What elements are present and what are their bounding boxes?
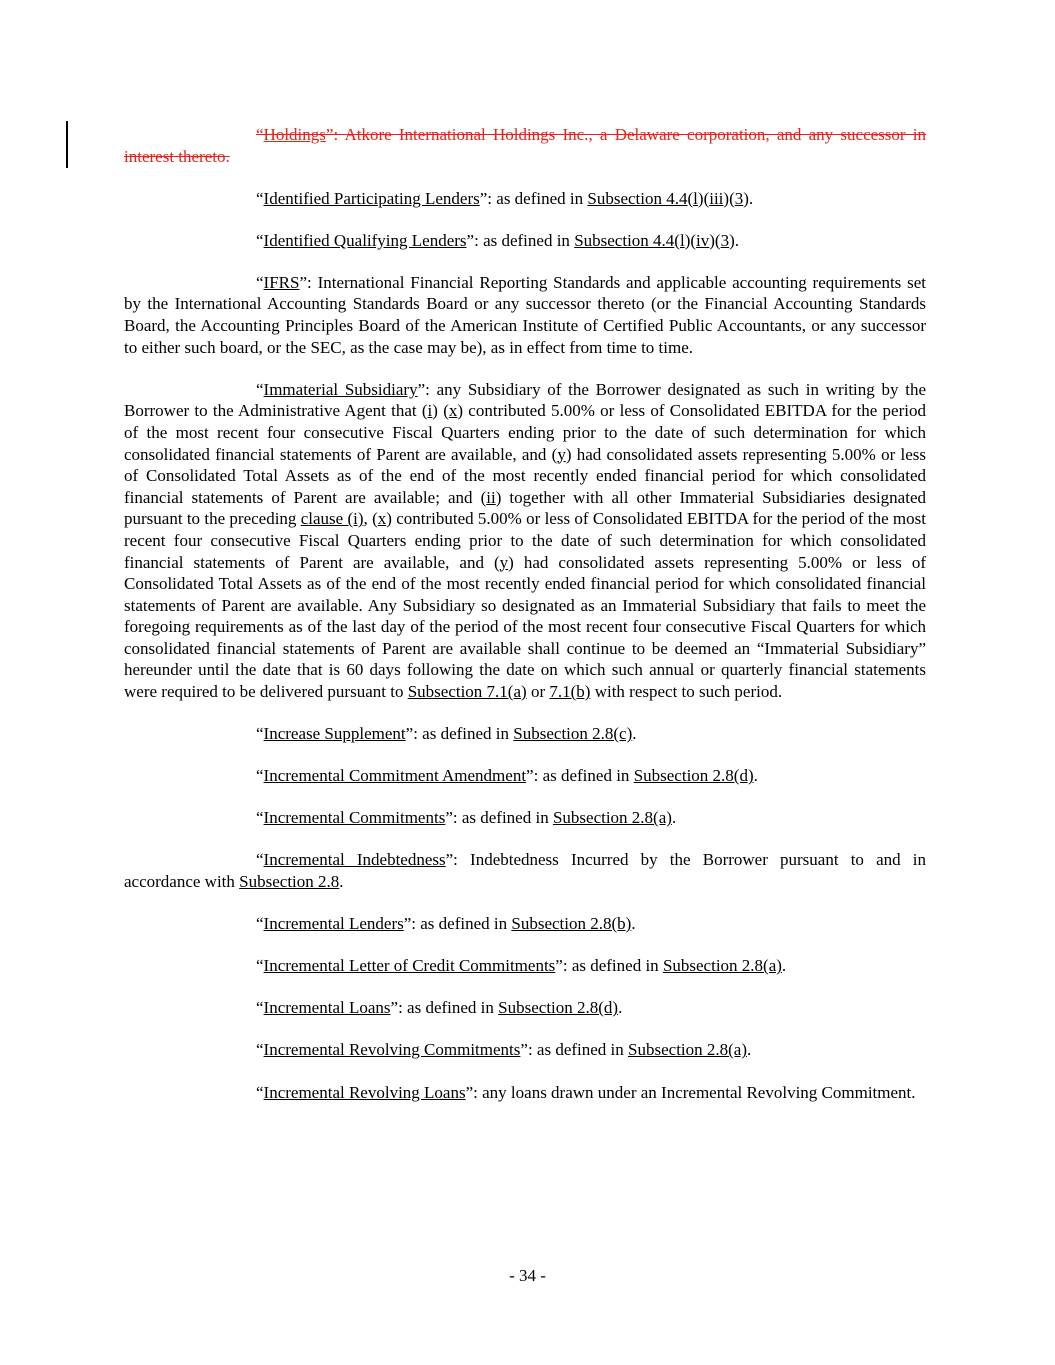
definition-ifrs: “IFRS”: International Financial Reporting Standards and applicable accounting requirements set by the International Accounting Standards Board or any successor thereto (or the Financial Accounting Standards Board, the Accounting Principles Board of the American Institute of Certified Public Accountants, or any successor to either such board, or the SEC, as the case may be), as in effect from time to time.	[124, 272, 926, 357]
cross-reference: Subsection 2.8(d)	[633, 766, 754, 786]
change-bar	[66, 121, 68, 168]
defined-term: IFRS	[263, 272, 300, 292]
page-number: - 34 -	[509, 1266, 546, 1285]
definition-incremental-loans: “Incremental Loans”: as defined in Subsection 2.8(d).	[256, 998, 623, 1018]
cross-reference: Subsection 4.4	[574, 230, 675, 250]
definition-incremental-revolving-loans: “Incremental Revolving Loans”: any loans drawn under an Incremental Revolving Commitment.	[256, 1082, 916, 1102]
definition-text: : International Financial Reporting Standards and applicable accounting requirements set by the International Accounting Standards Board or any successor thereto (or the Financial Accounting Standards Board, the Accounting Principles Board of the American Institute of Certified Public Accountants, or any successor to either such board, or the SEC, as the case may be), as in effect from time to time.	[124, 272, 926, 357]
defined-term: Incremental Indebtedness	[263, 850, 446, 870]
defined-term: Incremental Loans	[263, 998, 391, 1018]
cross-reference: Subsection 2.8	[239, 872, 340, 892]
defined-term: Holdings	[263, 125, 326, 144]
cross-reference: Subsection 2.8(d)	[498, 998, 619, 1018]
document-page	[124, 124, 926, 1103]
definition-identified-qualifying-lenders: “Identified Qualifying Lenders”: as defined in Subsection 4.4(l)(iv)(3).	[256, 230, 740, 250]
defined-term: Incremental Letter of Credit Commitments	[263, 956, 556, 976]
cross-reference: Subsection 2.8(c)	[513, 724, 633, 744]
definition-increase-supplement: “Increase Supplement”: as defined in Subsection 2.8(c).	[256, 724, 637, 744]
definition-text: : Atkore International Holdings Inc., a Delaware corporation, and any successor in interest thereto.	[124, 125, 926, 166]
defined-term: Incremental Revolving Commitments	[263, 1040, 521, 1060]
cross-reference: Subsection 2.8(b)	[511, 914, 632, 934]
cross-reference: Subsection 7.1(a)	[407, 682, 527, 702]
defined-term: Identified Qualifying Lenders	[263, 230, 467, 250]
cross-reference: Subsection 4.4	[587, 188, 688, 208]
definition-text: : any loans drawn under an Incremental Revolving Commitment.	[473, 1082, 916, 1102]
cross-reference: clause (i)	[300, 509, 364, 529]
defined-term: Incremental Lenders	[263, 914, 404, 934]
defined-term: Incremental Commitment Amendment	[263, 766, 527, 786]
definition-identified-participating-lenders: “Identified Participating Lenders”: as defined in Subsection 4.4(l)(iii)(3).	[256, 188, 754, 208]
cross-reference: Subsection 2.8(a)	[552, 808, 672, 828]
definition-incremental-commitment-amendment: “Incremental Commitment Amendment”: as defined in Subsection 2.8(d).	[256, 766, 758, 786]
cross-reference: 7.1(b)	[549, 682, 591, 702]
cross-reference: Subsection 2.8(a)	[662, 956, 782, 976]
definition-incremental-indebtedness: “Incremental Indebtedness”: Indebtedness Incurred by the Borrower pursuant to and in accordance with Subsection 2.8.	[124, 850, 926, 892]
cross-reference: Subsection 2.8(a)	[628, 1040, 748, 1060]
defined-term: Increase Supplement	[263, 724, 406, 744]
definition-incremental-lenders: “Incremental Lenders”: as defined in Subsection 2.8(b).	[256, 914, 636, 934]
definition-immaterial-subsidiary: “Immaterial Subsidiary”: any Subsidiary of the Borrower designated as such in writing by the Borrower to the Administrative Agent that (i) (x) contributed 5.00% or less of Consolidated EBITDA for the period of the most recent four consecutive Fiscal Quarters ending prior to the date of such determination for which consolidated financial statements of Parent are available, and (y) had consolidated assets representing 5.00% or less of Consolidated Total Assets as of the end of the most recently ended financial period for which consolidated financial statements of Parent are available; and (ii) together with all other Immaterial Subsidiaries designated pursuant to the preceding clause (i), (x) contributed 5.00% or less of Consolidated EBITDA for the period of the most recent four consecutive Fiscal Quarters ending prior to the date of such determination for which consolidated financial statements of Parent are available, and (y) had consolidated assets representing 5.00% or less of Consolidated Total Assets as of the end of the most recently ended financial period for which consolidated financial statements of Parent are available. Any Subsidiary so designated as an Immaterial Subsidiary that fails to meet the foregoing requirements as of the last day of the period of the most recent four consecutive Fiscal Quarters for which consolidated financial statements of Parent are available shall continue to be deemed an “Immaterial Subsidiary” hereunder until the date that is 60 days following the date on which such annual or quarterly financial statements were required to be delivered pursuant to Subsection 7.1(a) or 7.1(b) with respect to such period.	[124, 379, 926, 702]
definition-incremental-commitments: “Incremental Commitments”: as defined in Subsection 2.8(a).	[256, 808, 677, 828]
defined-term: Incremental Commitments	[263, 808, 446, 828]
defined-term: Immaterial Subsidiary	[263, 379, 418, 399]
definition-holdings-deleted: “Holdings”: Atkore International Holdings Inc., a Delaware corporation, and any successor in interest thereto.	[124, 125, 926, 166]
defined-term: Incremental Revolving Loans	[263, 1082, 466, 1102]
defined-term: Identified Participating Lenders	[263, 188, 480, 208]
definition-incremental-revolving-commitments: “Incremental Revolving Commitments”: as defined in Subsection 2.8(a).	[256, 1040, 752, 1060]
definition-incremental-lc-commitments: “Incremental Letter of Credit Commitments”: as defined in Subsection 2.8(a).	[256, 956, 787, 976]
